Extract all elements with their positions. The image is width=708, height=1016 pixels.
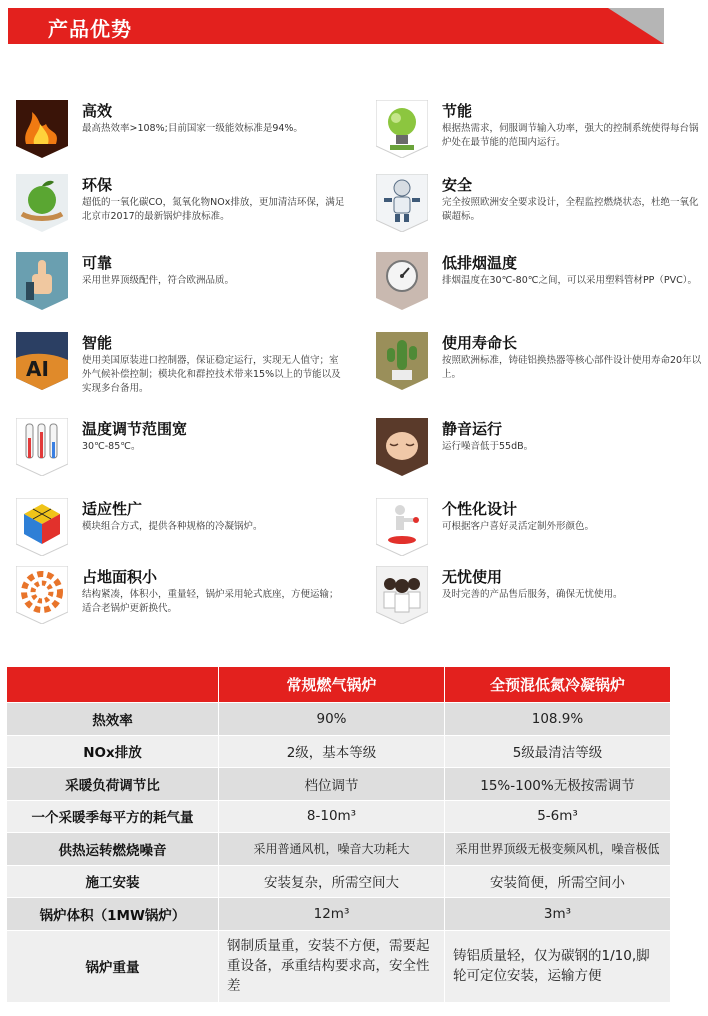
rubiks-cube-icon	[16, 498, 68, 556]
feature-item	[16, 418, 346, 488]
feature-title: 环保	[82, 176, 113, 194]
table-cell: 档位调节	[219, 768, 445, 801]
table-cell: 采用世界顶级无极变频风机，噪音极低	[445, 833, 671, 866]
table-row	[7, 800, 671, 833]
figure-icon	[376, 498, 428, 556]
feature-desc: 采用世界顶级配件，符合欧洲品质。	[82, 275, 235, 286]
row-label: 一个采暖季每平方的耗气量	[7, 800, 219, 833]
feature-item	[16, 332, 346, 402]
feature-item	[16, 498, 346, 568]
flame-icon	[16, 100, 68, 158]
row-label: 采暖负荷调节比	[7, 768, 219, 801]
table-row	[7, 865, 671, 898]
table-cell: 2级，基本等级	[219, 735, 445, 768]
feature-desc: 结构紧凑，体积小，重量轻，锅炉采用轮式底座，方便运输；适合老锅炉更新换代。	[82, 589, 339, 614]
feature-desc: 排烟温度在30℃-80℃之间，可以采用塑料管材PP（PVC）。	[442, 275, 698, 286]
table-header-cell: 常规燃气锅炉	[219, 667, 445, 703]
feature-title: 适应性广	[82, 500, 143, 518]
feature-desc: 超低的一氧化碳CO，氮氧化物NOx排放，更加清洁环保，满足北京市2017的最新锅炉排放标准。	[82, 197, 345, 222]
sleeping-face-icon	[376, 418, 428, 476]
page-title: 产品优势	[48, 17, 132, 41]
table-cell: 12m³	[219, 898, 445, 931]
table-cell: 90%	[219, 703, 445, 736]
feature-item	[376, 100, 706, 170]
feature-title: 可靠	[82, 254, 113, 272]
feature-item	[16, 100, 346, 170]
spiral-icon	[16, 566, 68, 624]
table-cell: 采用普通风机，噪音大功耗大	[219, 833, 445, 866]
feature-title: 静音运行	[442, 420, 503, 438]
thumbs-up-icon	[16, 252, 68, 310]
feature-desc: 运行噪音低于55dB。	[442, 441, 534, 452]
table-cell: 3m³	[445, 898, 671, 931]
feature-title: 高效	[82, 102, 113, 120]
table-cell: 安装简便，所需空间小	[445, 865, 671, 898]
section-banner	[8, 8, 664, 44]
feature-desc: 按照欧洲标准，铸硅铝换热器等核心部件设计使用寿命20年以上。	[442, 355, 702, 380]
feature-item	[376, 418, 706, 488]
table-cell: 5-6m³	[445, 800, 671, 833]
feature-title: 占地面积小	[82, 568, 158, 586]
feature-desc: 及时完善的产品售后服务，确保无忧使用。	[442, 589, 623, 600]
table-cell: 8-10m³	[219, 800, 445, 833]
row-label: 施工安装	[7, 865, 219, 898]
ai-icon	[16, 332, 68, 390]
feature-desc: 模块组合方式，提供各种规格的冷凝锅炉。	[82, 521, 263, 532]
svg-text:AI: AI	[26, 357, 49, 381]
feature-item	[376, 332, 706, 402]
green-bulb-icon	[376, 100, 428, 158]
table-row	[7, 930, 671, 1002]
row-label: 锅炉体积（1MW锅炉）	[7, 898, 219, 931]
feature-title: 个性化设计	[442, 500, 518, 518]
feature-title: 使用寿命长	[442, 334, 518, 352]
table-row	[7, 703, 671, 736]
comparison-table	[6, 666, 671, 1003]
robot-icon	[376, 174, 428, 232]
table-row	[7, 833, 671, 866]
table-cell: 15%-100%无极按需调节	[445, 768, 671, 801]
thermometer-icon	[16, 418, 68, 476]
row-label: 锅炉重量	[7, 930, 219, 1002]
table-header-cell: 全预混低氮冷凝锅炉	[445, 667, 671, 703]
table-cell: 铸铝质量轻，仅为碳钢的1/10,脚轮可定位安装，运输方便	[445, 930, 671, 1002]
feature-title: 温度调节范围宽	[82, 420, 188, 438]
feature-desc: 可根据客户喜好灵活定制外形颜色。	[442, 521, 595, 532]
feature-item	[16, 566, 346, 636]
feature-desc: 30℃-85℃。	[82, 441, 141, 452]
gauge-icon	[376, 252, 428, 310]
row-label: 供热运转燃烧噪音	[7, 833, 219, 866]
feature-title: 低排烟温度	[442, 254, 518, 272]
table-cell: 5级最清洁等级	[445, 735, 671, 768]
feature-title: 智能	[82, 334, 113, 352]
feature-desc: 根据热需求，伺服调节输入功率，强大的控制系统使得每台锅炉处在最节能的范围内运行。	[442, 123, 699, 148]
feature-title: 无忧使用	[442, 568, 503, 586]
feature-item	[376, 498, 706, 568]
row-label: NOx排放	[7, 735, 219, 768]
table-cell: 108.9%	[445, 703, 671, 736]
headset-people-icon	[376, 566, 428, 624]
table-row	[7, 768, 671, 801]
table-row	[7, 898, 671, 931]
green-apple-icon	[16, 174, 68, 232]
table-header-row	[7, 667, 671, 703]
table-row	[7, 735, 671, 768]
feature-title: 节能	[442, 102, 473, 120]
table-cell: 钢制质量重，安装不方便，需要起重设备，承重结构要求高，安全性差	[219, 930, 445, 1002]
feature-desc: 完全按照欧洲安全要求设计，全程监控燃烧状态，杜绝一氧化碳超标。	[442, 197, 699, 222]
feature-item	[16, 252, 346, 322]
table-cell: 安装复杂，所需空间大	[219, 865, 445, 898]
feature-item	[376, 174, 706, 244]
row-label: 热效率	[7, 703, 219, 736]
feature-desc: 使用美国原装进口控制器，保证稳定运行，实现无人值守；室外气候补偿控制；模块化和群控技术带来15%以上的节能以及实现多台备用。	[82, 355, 341, 394]
feature-desc: 最高热效率>108%;目前国家一级能效标准是94%。	[82, 123, 303, 134]
feature-item	[376, 566, 706, 636]
cactus-icon	[376, 332, 428, 390]
feature-title: 安全	[442, 176, 473, 194]
feature-item	[376, 252, 706, 322]
table-header-cell	[7, 667, 219, 703]
feature-item	[16, 174, 346, 244]
